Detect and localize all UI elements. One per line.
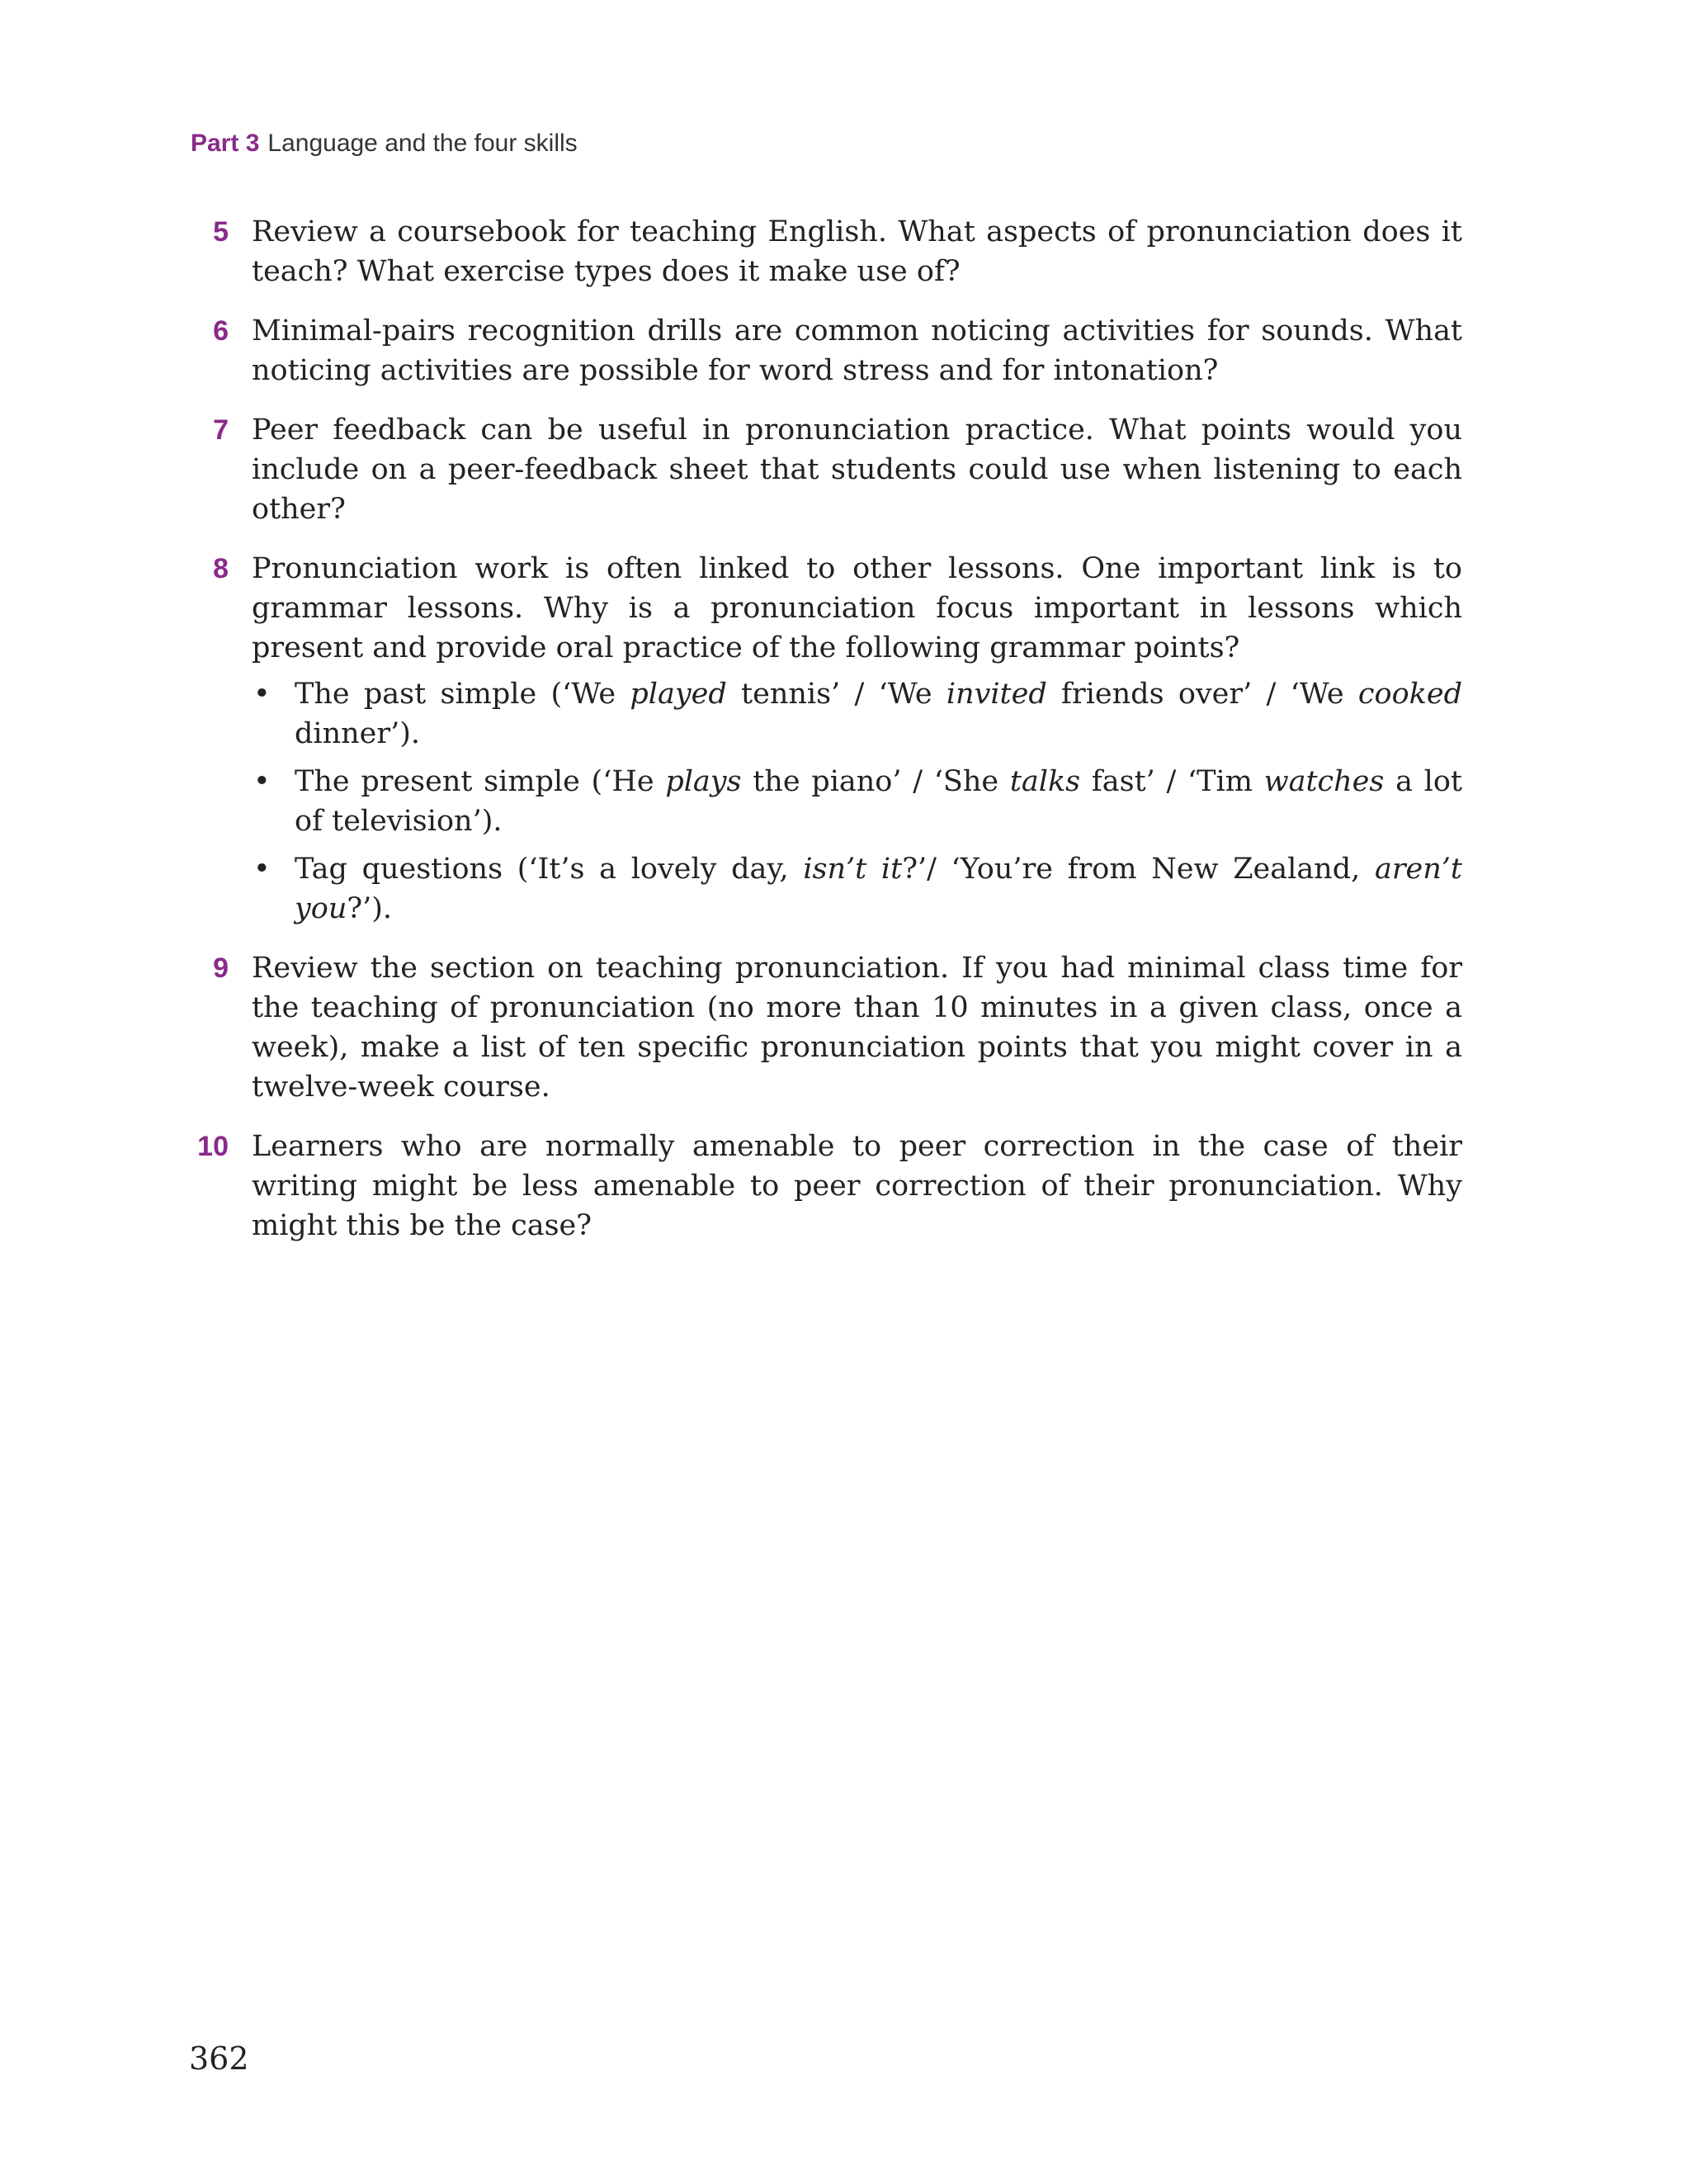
question-10 — [191, 1127, 1462, 1246]
question-number: 8 — [213, 553, 229, 584]
question-text: Minimal-pairs recognition drills are common noticing activities for sounds. What noticing activities are possible for word stress and for intonation? — [252, 314, 1462, 387]
question-number: 10 — [197, 1131, 229, 1162]
question-text: Learners who are normally amenable to peer correction in the case of their writing might be less amenable to peer correction of their pronunciation. Why might this be the case? — [252, 1130, 1462, 1242]
example-word: talks — [1009, 765, 1081, 798]
bullet-past-simple — [252, 674, 1462, 754]
question-number: 9 — [213, 953, 229, 984]
bullet-text: friends over’ / ‘We — [1046, 678, 1358, 711]
example-word: watches — [1263, 765, 1385, 798]
question-number: 6 — [213, 315, 229, 347]
question-text: Review a coursebook for teaching English. What aspects of pronunciation does it teach? What exercise types does it make use of? — [252, 215, 1462, 288]
question-9 — [191, 948, 1462, 1107]
running-head-title: Language and the four skills — [267, 130, 578, 157]
question-number: 7 — [213, 414, 229, 446]
running-head-part: Part 3 — [191, 130, 260, 157]
bullet-text: fast’ / ‘Tim — [1080, 765, 1264, 798]
bullet-icon: • — [253, 765, 271, 798]
bullet-icon: • — [253, 853, 271, 886]
bullet-icon: • — [253, 678, 271, 711]
bullet-text: the piano’ / ‘She — [741, 765, 1010, 798]
bullet-text: The present simple (‘He — [295, 765, 666, 798]
example-word: cooked — [1357, 678, 1462, 711]
example-word: isn’t it — [803, 853, 903, 886]
bullet-text: tennis’ / ‘We — [726, 678, 946, 711]
example-word: aren’t you — [295, 853, 1462, 925]
bullet-text: ?’/ ‘You’re from New Zealand, — [902, 853, 1375, 886]
bullet-text: a lot of television’). — [295, 765, 1462, 838]
grammar-points-list — [252, 674, 1462, 929]
question-6 — [191, 311, 1462, 390]
example-word: invited — [946, 678, 1047, 711]
bullet-text: dinner’). — [295, 717, 421, 750]
question-text: Peer feedback can be useful in pronunciation practice. What points would you include on a peer-feedback sheet that students could use when listening to each other? — [252, 414, 1462, 526]
example-word: played — [630, 678, 727, 711]
question-8 — [191, 549, 1462, 929]
question-number: 5 — [213, 216, 229, 248]
bullet-present-simple — [252, 762, 1462, 841]
question-text: Pronunciation work is often linked to other lessons. One important link is to grammar lessons. Why is a pronunciation focus important in lessons which present and provide oral practice of the following grammar points? — [252, 552, 1462, 664]
bullet-text: ?’). — [347, 892, 393, 925]
question-text: Review the section on teaching pronunciation. If you had minimal class time for the teaching of pronunciation (no more than 10 minutes in a given class, once a week), make a list of ten specific pronunciation points that you might cover in a twelve-week course. — [252, 952, 1462, 1104]
bullet-text: Tag questions (‘It’s a lovely day, — [295, 853, 804, 886]
running-head — [191, 127, 578, 160]
bullet-tag-questions — [252, 849, 1462, 929]
page-number: 362 — [189, 2040, 249, 2077]
example-word: plays — [665, 765, 742, 798]
question-7 — [191, 410, 1462, 529]
bullet-text: The past simple (‘We — [295, 678, 630, 711]
question-list — [191, 212, 1462, 1265]
question-5 — [191, 212, 1462, 291]
